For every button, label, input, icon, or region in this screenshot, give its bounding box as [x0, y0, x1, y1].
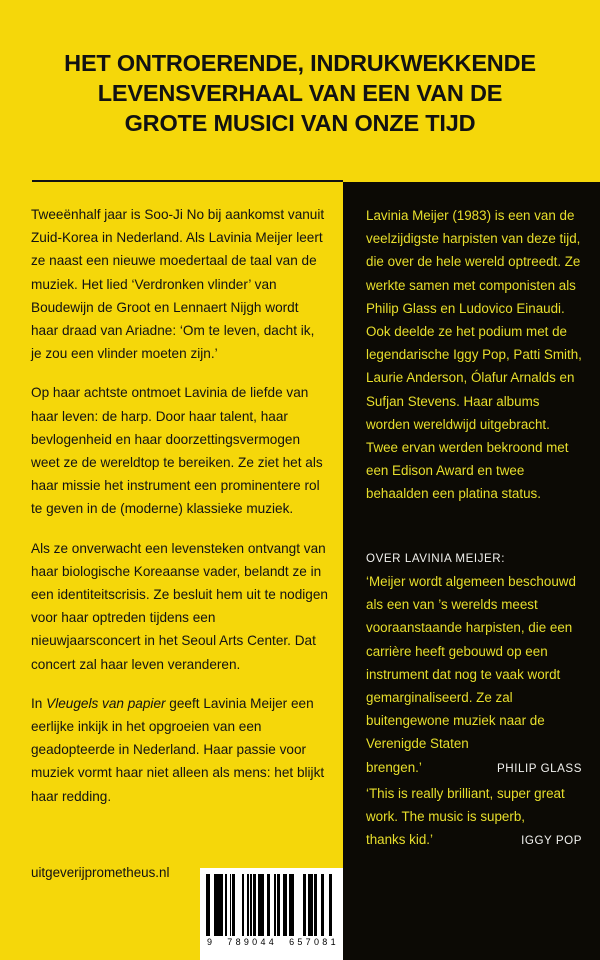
- blurb-paragraph-1: Tweeënhalf jaar is Soo-Ji No bij aankomst vanuit Zuid-Korea in Nederland. Als Lavinia Meijer leert ze naast een nieuwe moedertaal de taal van de muziek. Het lied ‘Verdronken vlinder’ van Boudewijn de Groot en Lennaert Nijgh wordt haar draad van Ariadne: ‘Om te leven, dacht ik, je zou een vlinder moeten zijn.’: [31, 207, 325, 362]
- blurb-p4-post: geeft Lavinia Meijer een eerlijke inkijk in het opgroeien van een geadopteerde in Nederland. Haar passie voor muziek vormt haar niet alleen als mens: het blijkt haar redding.: [31, 695, 325, 804]
- blurb-left-column: [31, 203, 328, 808]
- isbn-barcode: [200, 868, 343, 960]
- headline-line-2: LEVENSVERHAAL VAN EEN VAN DE: [97, 80, 503, 106]
- philip-glass-quote-last-line: brengen.’: [366, 759, 422, 775]
- philip-glass-quote-tail: [366, 756, 582, 780]
- publisher-website[interactable]: uitgeverijprometheus.nl: [31, 865, 170, 880]
- barcode-digit-group: 7 8 9 0 4 4: [227, 937, 275, 947]
- barcode-bars: [206, 874, 337, 936]
- blurb-p4-pre: In: [31, 695, 47, 711]
- praise-block-philip-glass: [366, 548, 582, 780]
- barcode-digits: [206, 936, 337, 947]
- philip-glass-attribution: PHILIP GLASS: [496, 761, 582, 775]
- author-bio-column: [366, 204, 582, 506]
- praise-block-iggy-pop: [366, 782, 582, 853]
- iggy-pop-attribution: IGGY POP: [521, 834, 582, 848]
- horizontal-divider-rule: [32, 180, 343, 182]
- philip-glass-quote-body: ‘Meijer wordt algemeen beschouwd als een van ’s werelds meest vooraanstaande harpisten, die een carrière heeft gebouwd op een instrument dat nog te vaak wordt gemarginaliseerd. Ze zal buitengewone muziek naar de Verenigde Staten: [366, 574, 576, 752]
- iggy-pop-quote-tail: [366, 828, 582, 852]
- praise-kicker-label: OVER LAVINIA MEIJER:: [366, 552, 505, 565]
- headline-line-3: GROTE MUSICI VAN ONZE TIJD: [124, 110, 476, 136]
- blurb-paragraph-3: Als ze onverwacht een levensteken ontvangt van haar biologische Koreaanse vader, belandt ze in een identiteitscrisis. Ze besluit hem uit te nodigen voor haar optreden tijdens een nieuwjaarsconcert in het Seoul Arts Center. Dat concert zal haar leven veranderen.: [31, 540, 328, 672]
- iggy-pop-quote-body: ‘This is really brilliant, super great work. The music is superb,: [366, 786, 565, 825]
- iggy-pop-quote-last-line: thanks kid.’: [366, 832, 433, 848]
- page-title: [0, 48, 600, 138]
- blurb-paragraph-2: Op haar achtste ontmoet Lavinia de liefde van haar leven: de harp. Door haar talent, haar bevlogenheid en haar doorzettingsvermogen weet ze de wereldtop te bereiken. Ze ziet het als haar missie het instrument een prominentere rol te geven in de (moderne) klassieke muziek.: [31, 385, 323, 517]
- barcode-digit-group: 6 5 7 0 8 1: [289, 937, 336, 947]
- barcode-digit-group: 9: [207, 937, 213, 947]
- author-bio-text: Lavinia Meijer (1983) is een van de veelzijdigste harpisten van deze tijd, die over de hele wereld optreedt. Ze werkte samen met componisten als Philip Glass en Ludovico Einaudi. Ook deelde ze het podium met de legendarische Iggy Pop, Patti Smith, Laurie Anderson, Ólafur Arnalds en Sufjan Stevens. Haar albums worden wereldwijd uitgebracht. Twee ervan werden bekroond met een Edison Award en twee behaalden een platina status.: [366, 208, 582, 502]
- blurb-paragraph-4: [31, 692, 328, 808]
- headline-line-1: HET ONTROERENDE, INDRUKWEKKENDE: [64, 50, 536, 76]
- book-title-italic: Vleugels van papier: [46, 695, 166, 711]
